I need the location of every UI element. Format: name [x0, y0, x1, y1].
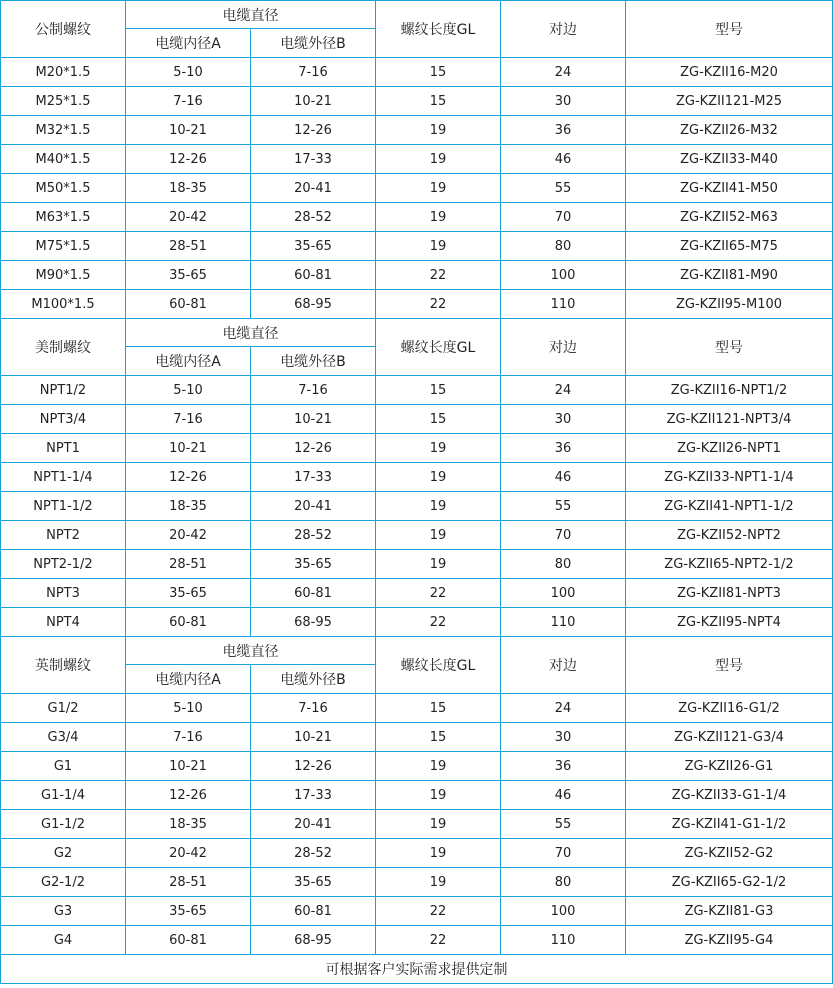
flat-header: 对边 — [501, 319, 626, 376]
thread-length-cell: 19 — [376, 232, 501, 261]
thread-length-cell: 19 — [376, 145, 501, 174]
outer-diameter-cell: 12-26 — [251, 434, 376, 463]
thread-length-cell: 22 — [376, 926, 501, 955]
inner-diameter-cell: 20-42 — [126, 839, 251, 868]
model-cell: ZG-KZII33-G1-1/4 — [626, 781, 833, 810]
flat-cell: 70 — [501, 203, 626, 232]
outer-diameter-cell: 20-41 — [251, 174, 376, 203]
inner-diameter-cell: 60-81 — [126, 608, 251, 637]
model-cell: ZG-KZII81-M90 — [626, 261, 833, 290]
model-cell: ZG-KZII95-G4 — [626, 926, 833, 955]
thread-spec-cell: M50*1.5 — [1, 174, 126, 203]
table-row — [1, 203, 833, 232]
thread-spec-cell: M63*1.5 — [1, 203, 126, 232]
inner-diameter-cell: 12-26 — [126, 781, 251, 810]
flat-cell: 80 — [501, 232, 626, 261]
model-cell: ZG-KZII16-G1/2 — [626, 694, 833, 723]
model-cell: ZG-KZII52-M63 — [626, 203, 833, 232]
thread-length-cell: 15 — [376, 694, 501, 723]
inner-diameter-cell: 7-16 — [126, 405, 251, 434]
table-row — [1, 174, 833, 203]
outer-diameter-cell: 17-33 — [251, 145, 376, 174]
section-header-row — [1, 1, 833, 29]
table-row — [1, 405, 833, 434]
model-cell: ZG-KZII95-NPT4 — [626, 608, 833, 637]
model-header: 型号 — [626, 1, 833, 58]
model-header: 型号 — [626, 319, 833, 376]
thread-length-cell: 19 — [376, 810, 501, 839]
model-cell: ZG-KZII26-M32 — [626, 116, 833, 145]
thread-length-cell: 19 — [376, 752, 501, 781]
flat-cell: 30 — [501, 405, 626, 434]
thread-length-cell: 19 — [376, 521, 501, 550]
model-cell: ZG-KZII81-NPT3 — [626, 579, 833, 608]
outer-diameter-cell: 68-95 — [251, 608, 376, 637]
inner-diameter-header: 电缆内径A — [126, 29, 251, 58]
thread-spec-cell: NPT1-1/2 — [1, 492, 126, 521]
thread-length-cell: 19 — [376, 781, 501, 810]
outer-diameter-cell: 28-52 — [251, 203, 376, 232]
thread-length-header: 螺纹长度GL — [376, 319, 501, 376]
inner-diameter-cell: 5-10 — [126, 376, 251, 405]
outer-diameter-cell: 10-21 — [251, 405, 376, 434]
thread-length-cell: 22 — [376, 579, 501, 608]
thread-length-cell: 19 — [376, 868, 501, 897]
thread-length-cell: 15 — [376, 376, 501, 405]
outer-diameter-cell: 10-21 — [251, 87, 376, 116]
inner-diameter-cell: 5-10 — [126, 58, 251, 87]
thread-spec-cell: G1-1/2 — [1, 810, 126, 839]
outer-diameter-cell: 28-52 — [251, 839, 376, 868]
inner-diameter-cell: 60-81 — [126, 926, 251, 955]
flat-cell: 30 — [501, 723, 626, 752]
inner-diameter-cell: 10-21 — [126, 116, 251, 145]
table-row — [1, 694, 833, 723]
thread-length-cell: 15 — [376, 723, 501, 752]
flat-cell: 100 — [501, 579, 626, 608]
cable-diameter-header: 电缆直径 — [126, 1, 376, 29]
outer-diameter-cell: 7-16 — [251, 694, 376, 723]
flat-cell: 36 — [501, 752, 626, 781]
thread-length-cell: 22 — [376, 261, 501, 290]
outer-diameter-cell: 10-21 — [251, 723, 376, 752]
inner-diameter-cell: 35-65 — [126, 579, 251, 608]
model-cell: ZG-KZII26-G1 — [626, 752, 833, 781]
inner-diameter-cell: 28-51 — [126, 232, 251, 261]
thread-spec-cell: G2-1/2 — [1, 868, 126, 897]
thread-spec-cell: NPT1/2 — [1, 376, 126, 405]
inner-diameter-cell: 35-65 — [126, 897, 251, 926]
table-row — [1, 232, 833, 261]
table-row — [1, 376, 833, 405]
thread-spec-cell: G1-1/4 — [1, 781, 126, 810]
inner-diameter-cell: 7-16 — [126, 723, 251, 752]
table-row — [1, 290, 833, 319]
inner-diameter-cell: 7-16 — [126, 87, 251, 116]
table-row — [1, 608, 833, 637]
inner-diameter-cell: 18-35 — [126, 174, 251, 203]
footer-note: 可根据客户实际需求提供定制 — [1, 955, 833, 984]
section-title: 公制螺纹 — [1, 1, 126, 58]
outer-diameter-cell: 60-81 — [251, 579, 376, 608]
model-cell: ZG-KZII95-M100 — [626, 290, 833, 319]
thread-spec-cell: G1 — [1, 752, 126, 781]
flat-cell: 46 — [501, 145, 626, 174]
flat-cell: 100 — [501, 261, 626, 290]
table-row — [1, 810, 833, 839]
outer-diameter-cell: 7-16 — [251, 58, 376, 87]
footer-row — [1, 955, 833, 984]
thread-length-cell: 22 — [376, 290, 501, 319]
model-cell: ZG-KZII16-NPT1/2 — [626, 376, 833, 405]
outer-diameter-cell: 35-65 — [251, 868, 376, 897]
outer-diameter-cell: 17-33 — [251, 463, 376, 492]
outer-diameter-header: 电缆外径B — [251, 29, 376, 58]
outer-diameter-cell: 28-52 — [251, 521, 376, 550]
outer-diameter-cell: 7-16 — [251, 376, 376, 405]
thread-spec-cell: NPT1-1/4 — [1, 463, 126, 492]
model-cell: ZG-KZII65-G2-1/2 — [626, 868, 833, 897]
thread-spec-cell: NPT3/4 — [1, 405, 126, 434]
thread-spec-cell: G1/2 — [1, 694, 126, 723]
outer-diameter-cell: 12-26 — [251, 752, 376, 781]
flat-cell: 46 — [501, 463, 626, 492]
model-header: 型号 — [626, 637, 833, 694]
inner-diameter-cell: 12-26 — [126, 145, 251, 174]
inner-diameter-cell: 12-26 — [126, 463, 251, 492]
outer-diameter-header: 电缆外径B — [251, 347, 376, 376]
table-row — [1, 492, 833, 521]
flat-cell: 46 — [501, 781, 626, 810]
thread-spec-cell: M90*1.5 — [1, 261, 126, 290]
model-cell: ZG-KZII41-G1-1/2 — [626, 810, 833, 839]
thread-length-cell: 19 — [376, 174, 501, 203]
section-header-row — [1, 637, 833, 665]
outer-diameter-cell: 35-65 — [251, 550, 376, 579]
thread-spec-cell: M20*1.5 — [1, 58, 126, 87]
flat-cell: 100 — [501, 897, 626, 926]
table-row — [1, 868, 833, 897]
table-body — [1, 1, 833, 984]
thread-length-cell: 15 — [376, 58, 501, 87]
thread-spec-cell: M40*1.5 — [1, 145, 126, 174]
thread-length-cell: 19 — [376, 203, 501, 232]
thread-spec-cell: NPT3 — [1, 579, 126, 608]
table-row — [1, 463, 833, 492]
outer-diameter-cell: 60-81 — [251, 897, 376, 926]
thread-length-header: 螺纹长度GL — [376, 1, 501, 58]
inner-diameter-cell: 20-42 — [126, 203, 251, 232]
table-row — [1, 521, 833, 550]
thread-spec-cell: M75*1.5 — [1, 232, 126, 261]
thread-length-header: 螺纹长度GL — [376, 637, 501, 694]
flat-cell: 36 — [501, 434, 626, 463]
inner-diameter-cell: 18-35 — [126, 492, 251, 521]
model-cell: ZG-KZII26-NPT1 — [626, 434, 833, 463]
inner-diameter-cell: 5-10 — [126, 694, 251, 723]
table-row — [1, 752, 833, 781]
inner-diameter-cell: 20-42 — [126, 521, 251, 550]
thread-spec-cell: G3 — [1, 897, 126, 926]
model-cell: ZG-KZII52-NPT2 — [626, 521, 833, 550]
table-row — [1, 58, 833, 87]
table-row — [1, 145, 833, 174]
flat-cell: 80 — [501, 868, 626, 897]
thread-length-cell: 15 — [376, 405, 501, 434]
flat-cell: 70 — [501, 839, 626, 868]
table-row — [1, 897, 833, 926]
flat-header: 对边 — [501, 1, 626, 58]
table-row — [1, 839, 833, 868]
model-cell: ZG-KZII52-G2 — [626, 839, 833, 868]
outer-diameter-cell: 60-81 — [251, 261, 376, 290]
thread-spec-cell: G2 — [1, 839, 126, 868]
outer-diameter-cell: 68-95 — [251, 926, 376, 955]
flat-cell: 70 — [501, 521, 626, 550]
thread-length-cell: 19 — [376, 550, 501, 579]
model-cell: ZG-KZII81-G3 — [626, 897, 833, 926]
table-row — [1, 579, 833, 608]
table-row — [1, 261, 833, 290]
inner-diameter-cell: 18-35 — [126, 810, 251, 839]
inner-diameter-cell: 10-21 — [126, 434, 251, 463]
model-cell: ZG-KZII121-G3/4 — [626, 723, 833, 752]
flat-cell: 55 — [501, 810, 626, 839]
thread-spec-cell: G4 — [1, 926, 126, 955]
model-cell: ZG-KZII121-M25 — [626, 87, 833, 116]
inner-diameter-header: 电缆内径A — [126, 347, 251, 376]
flat-cell: 24 — [501, 58, 626, 87]
thread-length-cell: 19 — [376, 839, 501, 868]
thread-spec-cell: G3/4 — [1, 723, 126, 752]
inner-diameter-cell: 28-51 — [126, 868, 251, 897]
section-title: 英制螺纹 — [1, 637, 126, 694]
inner-diameter-cell: 10-21 — [126, 752, 251, 781]
thread-spec-cell: NPT2-1/2 — [1, 550, 126, 579]
flat-cell: 110 — [501, 608, 626, 637]
inner-diameter-header: 电缆内径A — [126, 665, 251, 694]
thread-length-cell: 19 — [376, 116, 501, 145]
outer-diameter-cell: 68-95 — [251, 290, 376, 319]
outer-diameter-cell: 35-65 — [251, 232, 376, 261]
model-cell: ZG-KZII41-NPT1-1/2 — [626, 492, 833, 521]
model-cell: ZG-KZII65-M75 — [626, 232, 833, 261]
inner-diameter-cell: 28-51 — [126, 550, 251, 579]
flat-cell: 80 — [501, 550, 626, 579]
thread-spec-cell: NPT1 — [1, 434, 126, 463]
outer-diameter-cell: 17-33 — [251, 781, 376, 810]
thread-spec-cell: M32*1.5 — [1, 116, 126, 145]
outer-diameter-cell: 12-26 — [251, 116, 376, 145]
model-cell: ZG-KZII16-M20 — [626, 58, 833, 87]
thread-length-cell: 22 — [376, 608, 501, 637]
outer-diameter-header: 电缆外径B — [251, 665, 376, 694]
table-row — [1, 926, 833, 955]
cable-diameter-header: 电缆直径 — [126, 637, 376, 665]
flat-cell: 55 — [501, 174, 626, 203]
table-row — [1, 116, 833, 145]
flat-cell: 110 — [501, 926, 626, 955]
model-cell: ZG-KZII33-M40 — [626, 145, 833, 174]
table-row — [1, 550, 833, 579]
table-row — [1, 87, 833, 116]
thread-length-cell: 15 — [376, 87, 501, 116]
thread-spec-cell: M25*1.5 — [1, 87, 126, 116]
thread-spec-cell: NPT4 — [1, 608, 126, 637]
model-cell: ZG-KZII121-NPT3/4 — [626, 405, 833, 434]
flat-cell: 55 — [501, 492, 626, 521]
inner-diameter-cell: 35-65 — [126, 261, 251, 290]
outer-diameter-cell: 20-41 — [251, 810, 376, 839]
thread-length-cell: 19 — [376, 463, 501, 492]
section-title: 美制螺纹 — [1, 319, 126, 376]
flat-cell: 24 — [501, 694, 626, 723]
flat-cell: 24 — [501, 376, 626, 405]
section-header-row — [1, 319, 833, 347]
thread-length-cell: 19 — [376, 492, 501, 521]
cable-diameter-header: 电缆直径 — [126, 319, 376, 347]
flat-cell: 36 — [501, 116, 626, 145]
table-row — [1, 723, 833, 752]
model-cell: ZG-KZII33-NPT1-1/4 — [626, 463, 833, 492]
model-cell: ZG-KZII41-M50 — [626, 174, 833, 203]
model-cell: ZG-KZII65-NPT2-1/2 — [626, 550, 833, 579]
flat-header: 对边 — [501, 637, 626, 694]
outer-diameter-cell: 20-41 — [251, 492, 376, 521]
flat-cell: 110 — [501, 290, 626, 319]
flat-cell: 30 — [501, 87, 626, 116]
thread-spec-cell: NPT2 — [1, 521, 126, 550]
thread-length-cell: 22 — [376, 897, 501, 926]
thread-spec-cell: M100*1.5 — [1, 290, 126, 319]
table-row — [1, 781, 833, 810]
thread-length-cell: 19 — [376, 434, 501, 463]
inner-diameter-cell: 60-81 — [126, 290, 251, 319]
table-row — [1, 434, 833, 463]
